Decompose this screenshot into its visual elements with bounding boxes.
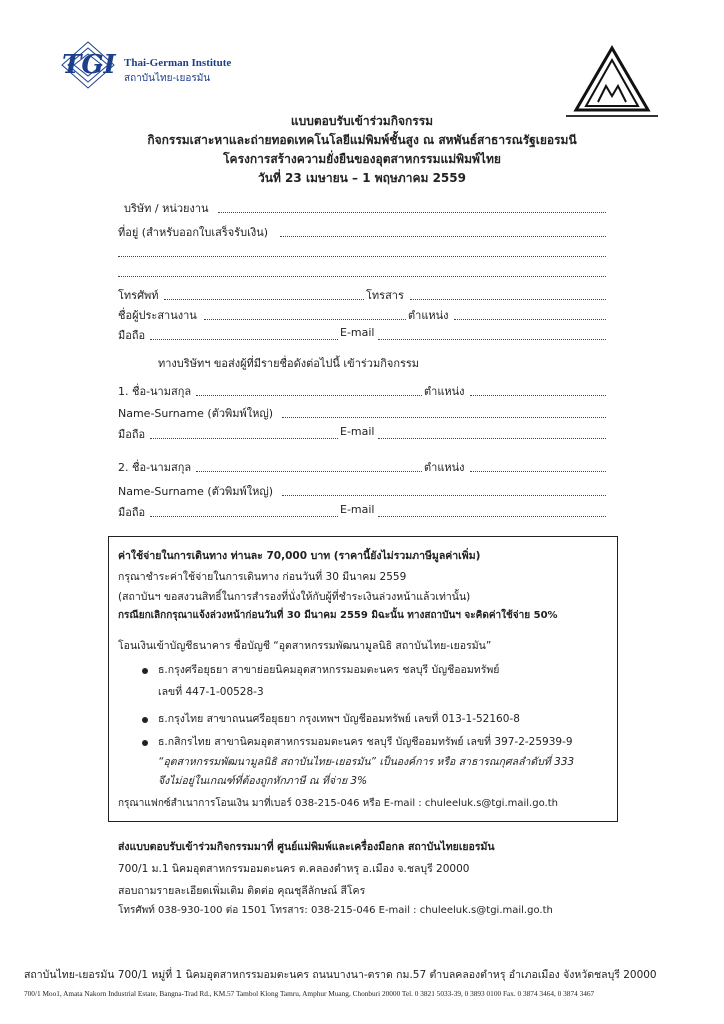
participant-1-email-field[interactable] bbox=[378, 438, 606, 439]
send-to-heading: ส่งแบบตอบรับเข้าร่วมกิจกรรมมาที่ ศูนย์แม่พิมพ์และเครื่องมือกล สถาบันไทยเยอรมัน bbox=[118, 841, 495, 853]
send-address: 700/1 ม.1 นิคมอุตสาหกรรมอมตะนคร ต.คลองตำหรุ อ.เมือง จ.ชลบุรี 20000 bbox=[118, 863, 470, 875]
address-field-3[interactable] bbox=[118, 276, 606, 277]
bank-1-account: เลขที่ 447-1-00528-3 bbox=[158, 686, 264, 698]
form-title: แบบตอบรับเข้าร่วมกิจกรรม bbox=[290, 114, 434, 128]
coordinator-field[interactable] bbox=[204, 319, 406, 320]
participants-intro: ทางบริษัทฯ ขอส่งผู้ที่มีรายชื่อดังต่อไปนี้ เข้าร่วมกิจกรรม bbox=[158, 357, 420, 370]
participant-2-name-label: 2. ชื่อ-นามสกุล bbox=[118, 461, 192, 474]
participant-1-mobile-field[interactable] bbox=[150, 438, 338, 439]
coordinator-position-label: ตำแหน่ง bbox=[408, 309, 449, 322]
bank-2-bullet bbox=[142, 717, 148, 723]
participant-1-name-field[interactable] bbox=[196, 395, 422, 396]
phone-label: โทรศัพท์ bbox=[118, 289, 159, 302]
participant-2-email-label: E-mail bbox=[340, 503, 375, 516]
coordinator-label: ชื่อผู้ประสานงาน bbox=[118, 309, 197, 322]
company-field[interactable] bbox=[218, 212, 606, 213]
footer-address-th: สถาบันไทย-เยอรมัน 700/1 หมู่ที่ 1 นิคมอุตสาหกรรมอมตะนคร ถนนบางนา-ตราด กม.57 ตำบลคลองตำหรุ อำเภอเมือง จังหวัดชลบุรี 20000 bbox=[24, 969, 657, 981]
fax-label: โทรสาร bbox=[366, 289, 404, 302]
participant-2-name-en-field[interactable] bbox=[282, 495, 606, 496]
participant-2-name-field[interactable] bbox=[196, 471, 422, 472]
address-field-2[interactable] bbox=[118, 256, 606, 257]
footer-address-en: 700/1 Moo1, Amata Nakorn Industrial Estate, Bangna-Trad Rd., KM.57 Tambol Klong Tamru, Amphur Muang, Chonburi 20000 Tel. 0 3821 5033-39, 0 3893 0100 Fax. 0 3874 3464, 0 3874 3467 bbox=[24, 989, 595, 998]
participant-1-position-field[interactable] bbox=[470, 395, 606, 396]
participant-2-position-field[interactable] bbox=[470, 471, 606, 472]
participant-1-name-label: 1. ชื่อ-นามสกุล bbox=[118, 385, 192, 398]
payment-deadline: กรุณาชำระค่าใช้จ่ายในการเดินทาง ก่อนวันที่ 30 มีนาคม 2559 bbox=[118, 571, 407, 583]
tgi-logo-text: TGI bbox=[62, 50, 116, 80]
bank-3-line-1: ธ.กสิกรไทย สาขานิคมอุตสาหกรรมอมตะนคร ชลบุรี บัญชีออมทรัพย์ เลขที่ 397-2-25939-9 bbox=[158, 736, 573, 748]
reservation-note: (สถาบันฯ ขอสงวนสิทธิ์ในการสำรองที่นั่งให้กับผู้ที่ชำระเงินล่วงหน้าแล้วเท่านั้น) bbox=[118, 591, 471, 603]
institute-name-en: Thai-German Institute bbox=[124, 57, 232, 69]
coordinator-email-field[interactable] bbox=[378, 339, 606, 340]
bank-3-line-3: จึงไม่อยู่ในเกณฑ์ที่ต้องถูกหักภาษี ณ ที่จ่าย 3% bbox=[158, 775, 368, 787]
triangle-seal-icon bbox=[562, 44, 662, 122]
participant-2-position-label: ตำแหน่ง bbox=[424, 461, 465, 474]
bank-2-line: ธ.กรุงไทย สาขาถนนศรีอยุธยา กรุงเทพฯ บัญชีออมทรัพย์ เลขที่ 013-1-52160-8 bbox=[158, 713, 520, 725]
coordinator-mobile-label: มือถือ bbox=[118, 329, 146, 342]
bank-3-line-2: “อุตสาหกรรมพัฒนามูลนิธิ สถาบันไทย-เยอรมัน” เป็นองค์การ หรือ สาธารณกุศลลำดับที่ 333 bbox=[158, 756, 575, 768]
participant-2-email-field[interactable] bbox=[378, 516, 606, 517]
bank-1-line-1: ธ.กรุงศรีอยุธยา สาขาย่อยนิคมอุตสาหกรรมอมตะนคร ชลบุรี บัญชีออมทรัพย์ bbox=[158, 664, 500, 676]
fax-field[interactable] bbox=[410, 299, 606, 300]
participant-2-name-en-label: Name-Surname (ตัวพิมพ์ใหญ่) bbox=[118, 485, 274, 498]
contact-person: สอบถามรายละเอียดเพิ่มเติม ติดต่อ คุณชุลีลักษณ์ สีโคร bbox=[118, 885, 366, 897]
bank-1-bullet bbox=[142, 668, 148, 674]
address-label: ที่อยู่ (สำหรับออกใบเสร็จรับเงิน) bbox=[118, 226, 269, 239]
participant-1-name-en-field[interactable] bbox=[282, 417, 606, 418]
tgi-logo bbox=[60, 40, 116, 90]
phone-field[interactable] bbox=[164, 299, 364, 300]
transfer-fax-note: กรุณาแฟกซ์สำเนาการโอนเงิน มาที่เบอร์ 038-215-046 หรือ E-mail : chuleeluk.s@tgi.mail.go.th bbox=[118, 798, 558, 809]
participant-1-mobile-label: มือถือ bbox=[118, 428, 146, 441]
participant-1-position-label: ตำแหน่ง bbox=[424, 385, 465, 398]
contact-phone-fax-email: โทรศัพท์ 038-930-100 ต่อ 1501 โทรสาร: 038-215-046 E-mail : chuleeluk.s@tgi.mail.go.th bbox=[118, 905, 553, 916]
fee-amount: ค่าใช้จ่ายในการเดินทาง ท่านละ 70,000 บาท (ราคานี้ยังไม่รวมภาษีมูลค่าเพิ่ม) bbox=[118, 550, 481, 562]
activity-date: วันที่ 23 เมษายน – 1 พฤษภาคม 2559 bbox=[258, 171, 466, 185]
bank-transfer-heading: โอนเงินเข้าบัญชีธนาคาร ชื่อบัญชี “อุตสาหกรรมพัฒนามูลนิธิ สถาบันไทย-เยอรมัน” bbox=[118, 640, 492, 652]
cancellation-policy: กรณียกเลิกกรุณาแจ้งล่วงหน้าก่อนวันที่ 30 มีนาคม 2559 มิฉะนั้น ทางสถาบันฯ จะคิดค่าใช้จ่าย 50% bbox=[118, 610, 558, 621]
coordinator-position-field[interactable] bbox=[454, 319, 606, 320]
coordinator-email-label: E-mail bbox=[340, 326, 375, 339]
participant-1-name-en-label: Name-Surname (ตัวพิมพ์ใหญ่) bbox=[118, 407, 274, 420]
company-label: บริษัท / หน่วยงาน bbox=[124, 202, 209, 215]
project-title: โครงการสร้างความยั่งยืนของอุตสาหกรรมแม่พิมพ์ไทย bbox=[223, 152, 501, 166]
participant-2-mobile-label: มือถือ bbox=[118, 506, 146, 519]
institute-name-th: สถาบันไทย-เยอรมัน bbox=[124, 73, 211, 84]
activity-title: กิจกรรมเสาะหาและถ่ายทอดเทคโนโลยีแม่พิมพ์ชั้นสูง ณ สหพันธ์สาธารณรัฐเยอรมนี bbox=[147, 133, 577, 147]
participant-1-email-label: E-mail bbox=[340, 425, 375, 438]
address-field-1[interactable] bbox=[280, 236, 606, 237]
bank-3-bullet bbox=[142, 740, 148, 746]
participant-2-mobile-field[interactable] bbox=[150, 516, 338, 517]
project-seal-logo bbox=[562, 44, 662, 122]
coordinator-mobile-field[interactable] bbox=[150, 339, 338, 340]
